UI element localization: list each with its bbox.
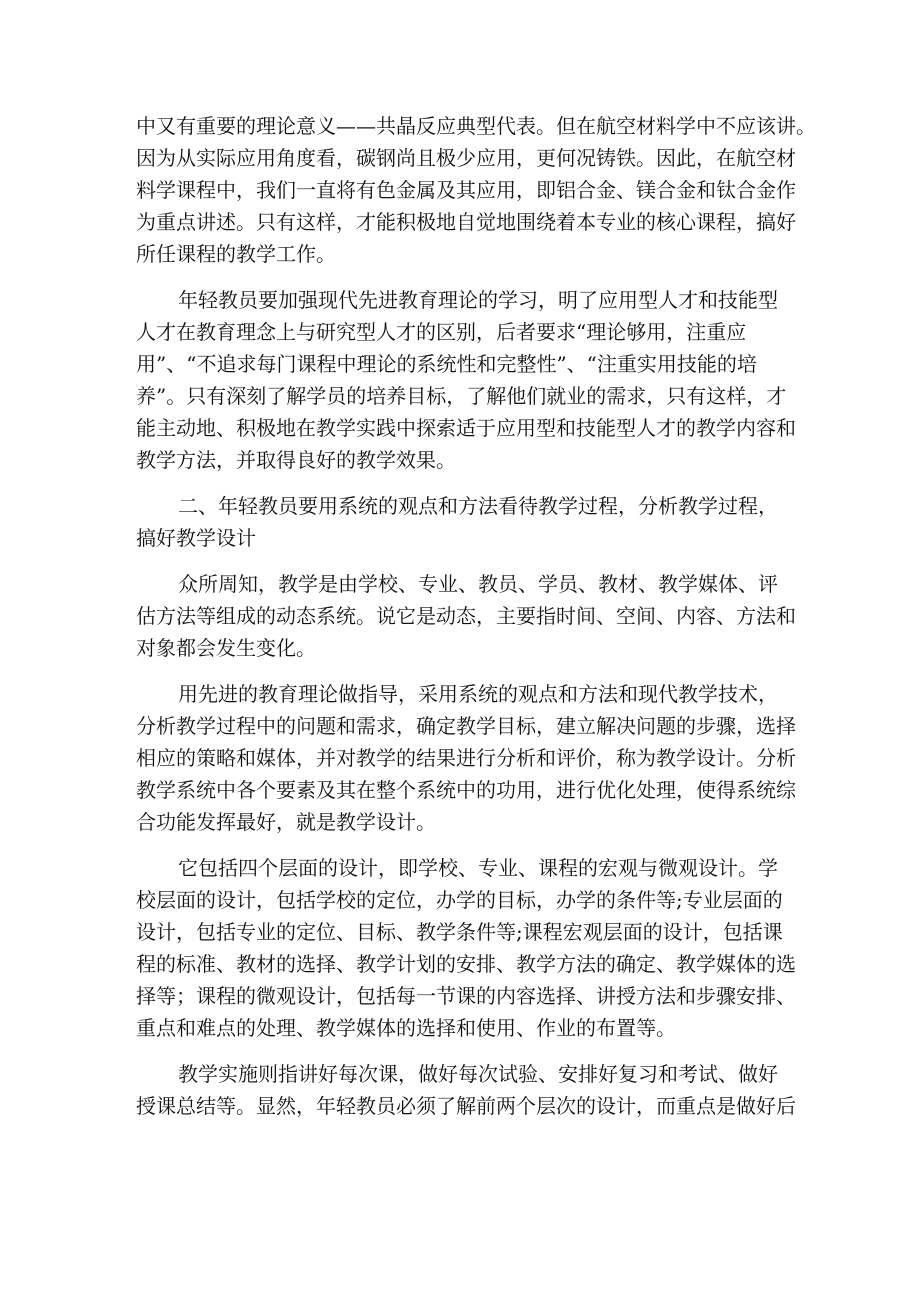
text-line: 相应的策略和媒体，并对教学的结果进行分析和评价，称为教学设计。分析 [136,746,796,770]
text-line: 分析教学过程中的问题和需求，确定教学目标，建立解决问题的步骤，选择 [136,714,796,738]
text-line: 能主动地、积极地在教学实践中探索适于应用型和技能型人才的教学内容和 [136,416,796,440]
text-line: 为重点讲述。只有这样，才能积极地自觉地围绕着本专业的核心课程，搞好 [136,210,796,234]
text-line: 校层面的设计，包括学校的定位，办学的目标，办学的条件等;专业层面的 [136,888,783,912]
text-line: 养”。只有深刻了解学员的培养目标，了解他们就业的需求，只有这样，才 [136,384,787,408]
text-line: 用先进的教育理论做指导，采用系统的观点和方法和现代教学技术， [178,682,778,706]
text-line: 料学课程中，我们一直将有色金属及其应用，即铝合金、镁合金和钛合金作 [136,178,796,202]
text-line: 合功能发挥最好，就是教学设计。 [136,810,436,834]
text-line: 重点和难点的处理、教学媒体的选择和使用、作业的布置等。 [136,1016,676,1040]
text-line: 因为从实际应用角度看，碳钢尚且极少应用，更何况铸铁。因此，在航空材 [136,146,796,170]
heading-line: 二、年轻教员要用系统的观点和方法看待教学过程，分析教学过程， [178,494,778,518]
text-line: 程的标准、教材的选择、教学计划的安排、教学方法的确定、教学媒体的选 [136,952,796,976]
text-line: 中又有重要的理论意义——共晶反应典型代表。但在航空材料学中不应该讲。 [136,114,816,138]
text-line: 择等；课程的微观设计，包括每一节课的内容选择、讲授方法和步骤安排、 [136,984,796,1008]
paragraph-6 [136,1058,796,1122]
text-line: 年轻教员要加强现代先进教育理论的学习，明了应用型人才和技能型 [178,288,778,312]
text-line: 用”、“不追求每门课程中理论的系统性和完整性”、“注重实用技能的培 [136,352,757,376]
paragraph-5 [136,852,796,1044]
text-line: 估方法等组成的动态系统。说它是动态，主要指时间、空间、内容、方法和 [136,604,796,628]
text-line: 教学系统中各个要素及其在整个系统中的功用，进行优化处理，使得系统综 [136,778,796,802]
text-line: 授课总结等。显然，年轻教员必须了解前两个层次的设计，而重点是做好后 [136,1094,796,1118]
paragraph-2 [136,284,796,476]
paragraph-4 [136,678,796,838]
text-line: 教学方法，并取得良好的教学效果。 [136,448,456,472]
text-line: 所任课程的教学工作。 [136,242,336,266]
heading-line: 搞好教学设计 [136,526,256,550]
paragraph-3 [136,568,796,664]
text-line: 它包括四个层面的设计，即学校、专业、课程的宏观与微观设计。学 [178,856,778,880]
section-heading [136,490,796,554]
text-line: 人才在教育理念上与研究型人才的区别，后者要求“理论够用，注重应 [136,320,747,344]
text-line: 设计，包括专业的定位、目标、教学条件等;课程宏观层面的设计，包括课 [136,920,783,944]
text-line: 对象都会发生变化。 [136,636,316,660]
paragraph-1 [136,110,816,270]
document-body [136,110,816,1136]
text-line: 教学实施则指讲好每次课，做好每次试验、安排好复习和考试、做好 [178,1062,778,1086]
text-line: 众所周知，教学是由学校、专业、教员、学员、教材、教学媒体、评 [178,572,778,596]
